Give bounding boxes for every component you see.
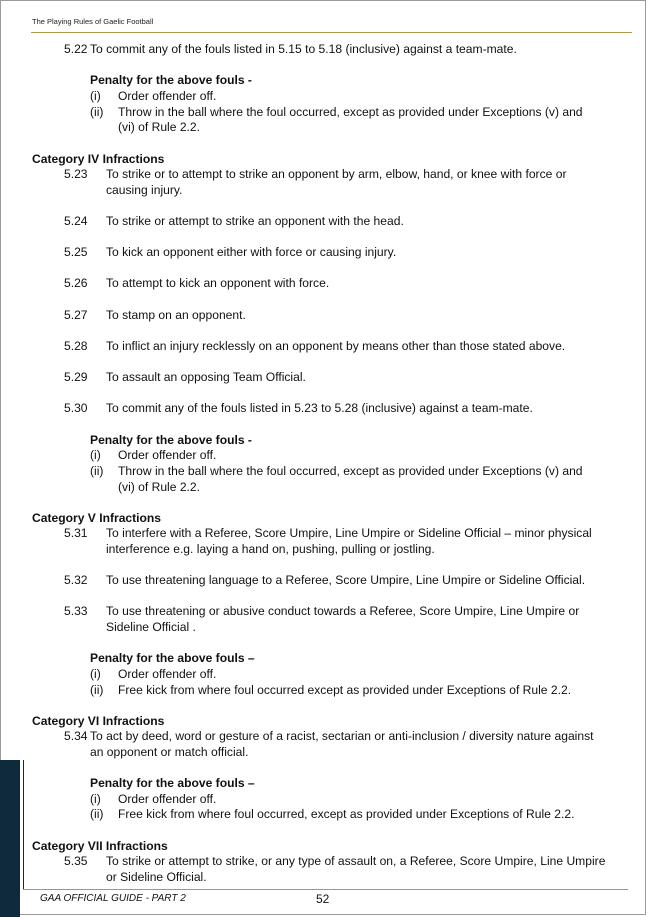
rule-text: To strike or attempt to strike an opponent with the head. — [106, 214, 404, 228]
rule-text: To interfere with a Referee, Score Umpire, Line Umpire or Sideline Official – minor physical — [106, 526, 592, 540]
rule-number: 5.32 — [64, 573, 88, 587]
penalty-heading: Penalty for the above fouls - — [90, 73, 252, 87]
penalty-heading: Penalty for the above fouls - — [90, 433, 252, 447]
penalty-heading: Penalty for the above fouls – — [90, 776, 255, 790]
penalty-roman: (i) — [90, 448, 101, 462]
penalty-roman: (ii) — [90, 105, 104, 119]
rule-number: 5.24 — [64, 214, 88, 228]
category-heading: Category IV Infractions — [32, 152, 165, 166]
rule-text: To act by deed, word or gesture of a racist, sectarian or anti-inclusion / diversity nature against — [90, 729, 594, 743]
rule-text: To use threatening or abusive conduct towards a Referee, Score Umpire, Line Umpire or — [106, 604, 580, 618]
category-heading: Category V Infractions — [32, 511, 162, 525]
penalty-roman: (i) — [90, 667, 101, 681]
header-divider — [31, 32, 632, 33]
page-number: 52 — [316, 892, 330, 906]
side-line — [23, 760, 24, 890]
penalty-roman: (i) — [90, 89, 101, 103]
rule-number: 5.23 — [64, 167, 88, 181]
penalty-roman: (ii) — [90, 683, 104, 697]
rule-text: To commit any of the fouls listed in 5.23 to 5.28 (inclusive) against a team-mate. — [106, 401, 533, 415]
penalty-item: Throw in the ball where the foul occurred, except as provided under Exceptions (v) and — [118, 464, 583, 478]
rule-text: To commit any of the fouls listed in 5.15 to 5.18 (inclusive) against a team-mate. — [90, 42, 517, 56]
rule-number: 5.28 — [64, 339, 88, 353]
penalty-item: Throw in the ball where the foul occurred, except as provided under Exceptions (v) and — [118, 105, 583, 119]
category-heading: Category VI Infractions — [32, 714, 165, 728]
rule-text: To attempt to kick an opponent with force. — [106, 276, 330, 290]
rule-text: To strike or to attempt to strike an opponent by arm, elbow, hand, or knee with force or — [106, 167, 567, 181]
rule-number: 5.35 — [64, 854, 88, 868]
rule-number: 5.26 — [64, 276, 88, 290]
penalty-roman: (i) — [90, 792, 101, 806]
rule-text: To stamp on an opponent. — [106, 308, 246, 322]
rule-text: To use threatening language to a Referee, Score Umpire, Line Umpire or Sideline Official. — [106, 573, 586, 587]
rule-text: To strike or attempt to strike, or any type of assault on, a Referee, Score Umpire, Line Umpire — [106, 854, 606, 868]
penalty-item: Free kick from where foul occurred except as provided under Exceptions of Rule 2.2. — [118, 683, 572, 697]
rule-text: To kick an opponent either with force or causing injury. — [106, 245, 397, 259]
rule-number: 5.33 — [64, 604, 88, 618]
rule-number: 5.34 — [64, 729, 88, 743]
penalty-item-continued: (vi) of Rule 2.2. — [118, 480, 200, 494]
rule-text: To assault an opposing Team Official. — [106, 370, 306, 384]
rule-number: 5.27 — [64, 308, 88, 322]
rule-text-continued: interference e.g. laying a hand on, pushing, pulling or jostling. — [106, 542, 435, 556]
rule-text-continued: causing injury. — [106, 183, 183, 197]
penalty-item: Free kick from where foul occurred, except as provided under Exceptions of Rule 2.2. — [118, 807, 575, 821]
rule-text-continued: an opponent or match official. — [90, 745, 249, 759]
footer-guide-title: GAA OFFICIAL GUIDE - PART 2 — [40, 893, 186, 904]
side-bar — [0, 760, 20, 917]
penalty-item: Order offender off. — [118, 89, 217, 103]
running-header: The Playing Rules of Gaelic Football — [32, 17, 154, 26]
rule-number: 5.31 — [64, 526, 88, 540]
penalty-heading: Penalty for the above fouls – — [90, 651, 255, 665]
rule-text-continued: Sideline Official . — [106, 620, 196, 634]
rule-number: 5.25 — [64, 245, 88, 259]
penalty-item: Order offender off. — [118, 448, 217, 462]
rule-number: 5.29 — [64, 370, 88, 384]
rule-text-continued: or Sideline Official. — [106, 870, 207, 884]
footer-divider — [23, 889, 628, 890]
penalty-item: Order offender off. — [118, 667, 217, 681]
penalty-item-continued: (vi) of Rule 2.2. — [118, 120, 200, 134]
category-heading: Category VII Infractions — [32, 839, 168, 853]
penalty-roman: (ii) — [90, 807, 104, 821]
rule-number: 5.22 — [64, 42, 88, 56]
rule-number: 5.30 — [64, 401, 88, 415]
penalty-roman: (ii) — [90, 464, 104, 478]
penalty-item: Order offender off. — [118, 792, 217, 806]
rule-text: To inflict an injury recklessly on an opponent by means other than those stated above. — [106, 339, 566, 353]
